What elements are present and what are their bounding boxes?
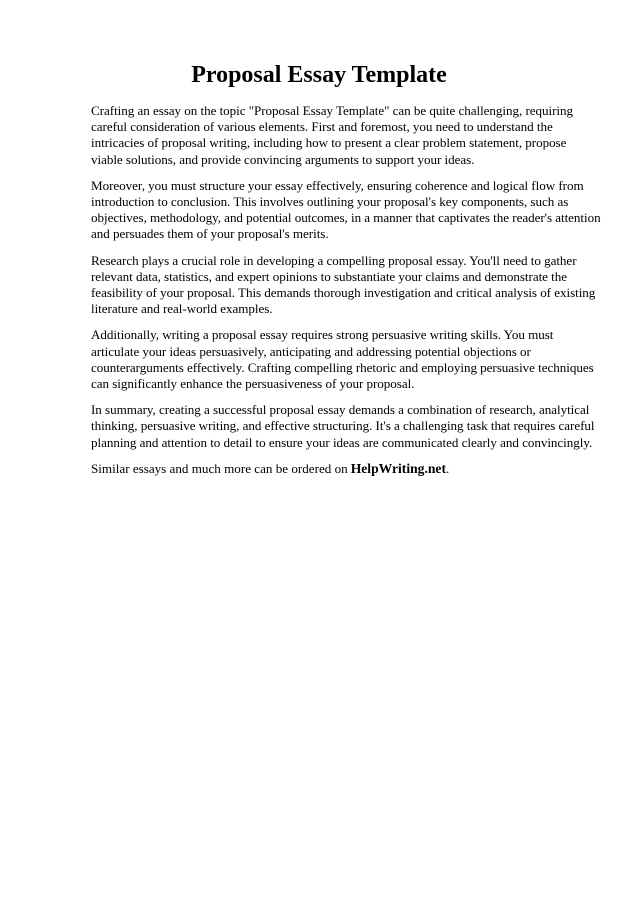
paragraph-1: Crafting an essay on the topic "Proposal Essay Template" can be quite challenging, requiring careful consideration of various elements. First and foremost, you need to understand the intricacies of proposal writing, including how to present a clear problem statement, propose viable solutions, and provide convincing arguments to support your ideas. [91, 103, 573, 167]
paragraph-4: Additionally, writing a proposal essay requires strong persuasive writing skills. You must articulate your ideas persuasively, anticipating and addressing potential objections or counterarguments effectively. Crafting compelling rhetoric and employing persuasive techniques can significantly enhance the persuasiveness of your proposal. [91, 327, 594, 392]
helpwriting-link[interactable]: HelpWriting.net [350, 460, 446, 476]
page-title: Proposal Essay Template [191, 62, 447, 88]
closing-text: Similar essays and much more can be ordered on [91, 460, 348, 476]
closing-line [91, 461, 601, 477]
paragraph-2: Moreover, you must structure your essay effectively, ensuring coherence and logical flow from introduction to conclusion. This involves outlining your proposal's key components, such as objectives, methodology, and potential outcomes, in a manner that captivates the reader's attention and persuades them of your proposal's merits. [91, 177, 601, 242]
paragraph-3: Research plays a crucial role in developing a compelling proposal essay. You'll need to gather relevant data, statistics, and expert opinions to substantiate your claims and demonstrate the feasibility of your proposal. This demands thorough investigation and critical analysis of existing literature and real-world examples. [91, 252, 596, 317]
essay-body [91, 103, 601, 477]
paragraph-5: In summary, creating a successful proposal essay demands a combination of research, analytical thinking, persuasive writing, and effective structuring. It's a challenging task that requires careful planning and attention to detail to ensure your ideas are communicated clearly and convincingly. [91, 402, 595, 450]
closing-suffix: . [446, 460, 450, 476]
